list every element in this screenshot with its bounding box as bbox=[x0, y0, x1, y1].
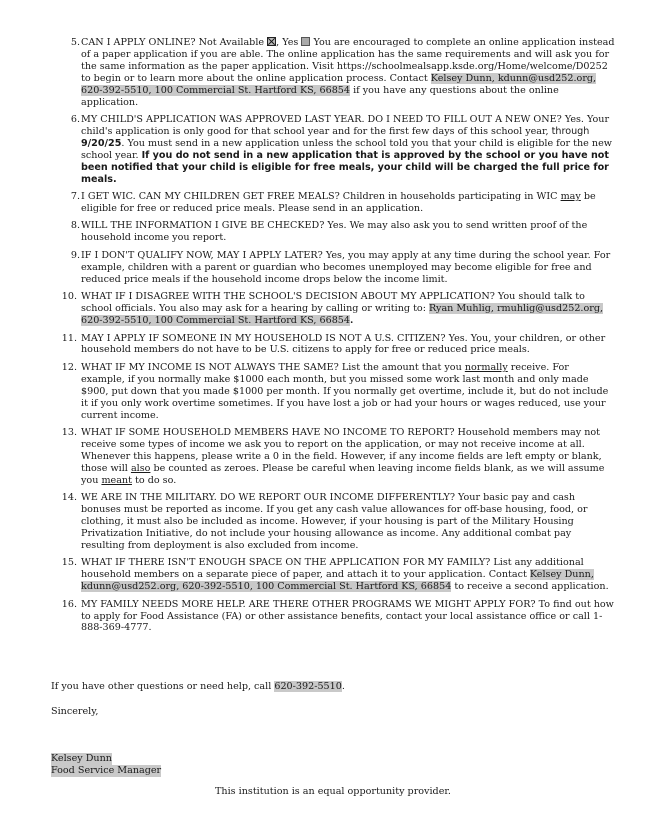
faq-item-9 bbox=[50, 250, 615, 286]
faq-item-16 bbox=[50, 599, 615, 635]
closing-text-end: . bbox=[341, 681, 345, 692]
faq-number: 13. bbox=[61, 427, 77, 439]
footer-statement: This institution is an equal opportunity provider. bbox=[215, 786, 451, 797]
faq-text: WHAT IF I DISAGREE WITH THE SCHOOL'S DECISION ABOUT MY APPLICATION? You should talk to school officials. You also may ask for a hearing by calling or writing to: bbox=[81, 291, 585, 315]
phone-highlight: 620-392-5510 bbox=[274, 681, 342, 692]
faq-item-7 bbox=[50, 191, 615, 215]
faq-number: 12. bbox=[61, 361, 77, 373]
faq-text: IF I DON'T QUALIFY NOW, MAY I APPLY LATER? Yes, you may apply at any time during the school year. For example, children with a parent or guardian who becomes unemployed may become eligible for free and reduced price meals if the household income drops below the income limit. bbox=[81, 249, 611, 285]
faq-text: . bbox=[350, 315, 354, 326]
faq-item-8 bbox=[50, 220, 615, 244]
closing-line bbox=[51, 681, 631, 693]
underlined-also: also bbox=[130, 462, 151, 474]
faq-text: You are encouraged to complete an online application instead of a paper application if you are able. The online application has the same requirements and will ask you for the same information as the paper application. Visit bbox=[81, 37, 615, 72]
faq-item-10 bbox=[50, 291, 615, 327]
faq-text: be counted as zeroes. Please be careful when leaving income fields blank, as we will assume you bbox=[81, 462, 605, 486]
faq-number: 8. bbox=[70, 220, 80, 232]
bold-warning: If you do not send in a new application that is approved by the school or you have not been notified that your child is eligible for free meals, your child will be charged the full price for meals. bbox=[81, 149, 609, 185]
faq-item-6 bbox=[50, 114, 615, 185]
underlined-may: may bbox=[560, 191, 581, 203]
faq-number: 5. bbox=[70, 37, 80, 48]
faq-number: 15. bbox=[61, 557, 77, 569]
faq-text: to receive a second application. bbox=[451, 581, 609, 593]
faq-item-15 bbox=[50, 557, 615, 593]
faq-item-11 bbox=[50, 333, 615, 357]
faq-number: 9. bbox=[70, 249, 80, 261]
faq-item-13 bbox=[50, 427, 615, 487]
yes-checkbox[interactable] bbox=[301, 37, 310, 46]
not-available-checkbox[interactable] bbox=[267, 37, 276, 46]
yes-label: , Yes bbox=[276, 37, 299, 48]
faq-text: I GET WIC. CAN MY CHILDREN GET FREE MEALS? Children in households participating in WIC bbox=[81, 191, 561, 203]
faq-text: WILL THE INFORMATION I GIVE BE CHECKED? Yes. We may also ask you to send written proof of the household income you report. bbox=[81, 220, 588, 244]
faq-text: . You must send in a new application unless the school told you that your child is eligible for the new school year. bbox=[81, 137, 612, 161]
faq-number: 11. bbox=[61, 332, 77, 344]
underlined-meant: meant bbox=[101, 474, 132, 486]
contact-highlight: Kelsey Dunn, kdunn@usd252.org, 620-392-5510, 100 Commercial St. Hartford KS, 66854 bbox=[81, 569, 594, 593]
faq-number: 10. bbox=[61, 291, 77, 303]
signature-name: Kelsey Dunn bbox=[51, 753, 112, 764]
contact-highlight: Kelsey Dunn, kdunn@usd252.org, 620-392-5510, 100 Commercial St. Hartford KS, 66854 bbox=[81, 72, 597, 96]
faq-number: 14. bbox=[61, 492, 77, 504]
faq-text: MAY I APPLY IF SOMEONE IN MY HOUSEHOLD IS NOT A U.S. CITIZEN? Yes. You, your children, or other household members do not have to be U.S. citizens to apply for free or reduced price meals. bbox=[81, 332, 606, 356]
signature-title: Food Service Manager bbox=[51, 764, 162, 776]
signature-block bbox=[51, 753, 161, 777]
faq-text: WHAT IF MY INCOME IS NOT ALWAYS THE SAME? List the amount that you bbox=[81, 361, 465, 373]
faq-number: 16. bbox=[61, 598, 77, 610]
faq-item-5 bbox=[50, 37, 615, 108]
faq-list bbox=[50, 37, 615, 640]
faq-text: to begin or to learn more about the online application process. Contact bbox=[81, 72, 431, 84]
faq-item-12 bbox=[50, 362, 615, 422]
faq-text: MY CHILD'S APPLICATION WAS APPROVED LAST YEAR. DO I NEED TO FILL OUT A NEW ONE? Yes. Your child's application is only good for that school year and for the first few days of this school year, bbox=[81, 114, 610, 137]
not-available-label: Not Available bbox=[198, 37, 265, 48]
faq-number: 6. bbox=[70, 114, 80, 126]
faq-text: WHAT IF THERE ISN'T ENOUGH SPACE ON THE APPLICATION FOR MY FAMILY? List any additional household members on a separate piece of paper, and attach it to your application. Contact bbox=[81, 557, 584, 581]
sincerely: Sincerely, bbox=[51, 706, 99, 717]
faq-number: 7. bbox=[70, 191, 80, 203]
faq-question: CAN I APPLY ONLINE? bbox=[81, 37, 196, 48]
through-text: through bbox=[551, 125, 590, 137]
faq-text: MY FAMILY NEEDS MORE HELP. ARE THERE OTHER PROGRAMS WE MIGHT APPLY FOR? To find out how to apply for Food Assistance (FA) or other assistance benefits, contact your local assistance office or call 1-888-369-4777. bbox=[81, 598, 614, 634]
faq-text: be eligible for free or reduced price meals. Please send in an application. bbox=[81, 191, 596, 214]
underlined-normally: normally bbox=[464, 361, 508, 373]
faq-text: to do so. bbox=[131, 474, 177, 486]
faq-text: receive. For example, if you normally make $1000 each month, but you missed some work last month and only made $900, put down that you made $1000 per month. If you normally get overtime, include it, but do not include it if you only work overtime sometimes. If you have lost a job or had your hours or wages reduced, use your current income. bbox=[81, 361, 609, 421]
faq-text: WHAT IF SOME HOUSEHOLD MEMBERS HAVE NO INCOME TO REPORT? Household members may not receive some types of income we ask you to report on the application, or may not receive income at all. Whenever this happens, please write a 0 in the field. However, if any income fields are left empty or blank, those will bbox=[81, 427, 602, 474]
contact-highlight: Ryan Muhlig, rmuhlig@usd252.org, 620-392-5510, 100 Commercial St. Hartford KS, 66854 bbox=[81, 303, 604, 326]
faq-item-14 bbox=[50, 492, 615, 552]
closing-text: If you have other questions or need help, call bbox=[51, 681, 275, 692]
faq-text: if you have any questions about the online application. bbox=[81, 84, 559, 108]
faq-text: WE ARE IN THE MILITARY. DO WE REPORT OUR INCOME DIFFERENTLY? Your basic pay and cash bonuses must be reported as income. If you get any cash value allowances for off-base housing, food, or clothing, it must also be included as income. However, if your housing is part of the Military Housing Privatization Initiative, do not include your housing allowance as income. Any additional combat pay resulting from deployment is also excluded from income. bbox=[81, 492, 588, 551]
online-application-link[interactable]: https://schoolmealsapp.ksde.org/Home/welcome/D0252 bbox=[336, 60, 608, 72]
renewal-date: 9/20/25 bbox=[81, 137, 122, 149]
